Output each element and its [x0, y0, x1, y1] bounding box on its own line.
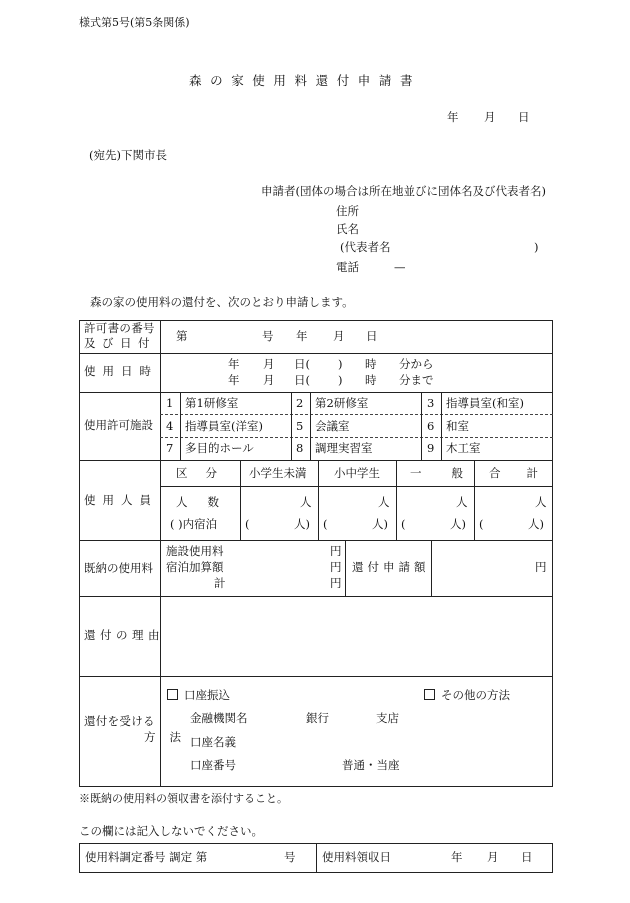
users-stay-label: ( )内宿泊	[170, 517, 218, 531]
permit-month: 月	[333, 329, 345, 343]
refund-label: 還付申請額	[352, 560, 430, 574]
applicant-rep-close: )	[534, 240, 539, 254]
users-unit: 人	[535, 495, 547, 509]
paid-fee-stay: 宿泊加算額	[166, 560, 224, 574]
holder-label: 口座名義	[190, 735, 236, 749]
other-checkbox[interactable]	[424, 689, 435, 700]
applicant-phone-label: 電話	[336, 260, 359, 274]
office-year: 年	[451, 850, 463, 864]
paid-fee-label: 既納の使用料	[84, 561, 153, 575]
page-title: 森の家使用料還付申請書	[189, 73, 422, 88]
users-header-category: 区分	[176, 466, 235, 480]
method-label-line1: 還付を受ける	[84, 714, 155, 728]
refund-yen: 円	[535, 560, 547, 574]
office-caption: この欄には記入しないでください。	[79, 824, 263, 838]
header-date-month: 月	[484, 110, 496, 124]
bank-suffix: 銀行	[306, 711, 329, 725]
option-other[interactable]: その他の方法	[424, 689, 510, 702]
permit-day: 日	[366, 329, 378, 343]
office-day: 日	[521, 850, 533, 864]
method-label-line2-wrap: 方法	[144, 730, 195, 744]
users-count-label: 人数	[176, 495, 239, 509]
users-header-general: 一般	[410, 466, 493, 480]
permit-gou: 号	[262, 329, 274, 343]
applicant-rep-open: (代表者名	[340, 240, 391, 254]
permit-dai: 第	[176, 329, 188, 343]
office-adjust-label: 使用料調定番号 調定 第	[85, 850, 208, 864]
office-adjust-gou: 号	[284, 850, 296, 864]
users-unit: 人	[300, 495, 312, 509]
office-month: 月	[487, 850, 499, 864]
transfer-checkbox[interactable]	[167, 689, 178, 700]
usage-date-label: 使用日時	[84, 364, 158, 378]
office-receipt-label: 使用料領収日	[322, 850, 391, 864]
attachment-note: ※既納の使用料の領収書を添付すること。	[79, 792, 288, 805]
permit-label-line2: 及び日付	[84, 336, 156, 350]
applicant-heading: 申請者(団体の場合は所在地並びに団体名及び代表者名)	[261, 184, 546, 198]
reason-label: 還付の理由	[84, 628, 164, 642]
permit-year: 年	[296, 329, 308, 343]
number-label: 口座番号	[190, 758, 236, 772]
users-unit: 人	[456, 495, 468, 509]
paid-fee-total: 計	[214, 576, 226, 590]
option-transfer[interactable]: 口座振込	[167, 689, 230, 702]
users-unit: 人	[378, 495, 390, 509]
account-type: 普通・当座	[342, 758, 400, 772]
intro-text: 森の家の使用料の還付を、次のとおり申請します。	[90, 295, 354, 309]
bank-label: 金融機関名	[190, 711, 248, 725]
users-header-preschool: 小学生未満	[249, 466, 307, 480]
branch-suffix: 支店	[376, 711, 399, 725]
applicant-name-label: 氏名	[336, 222, 359, 236]
applicant-phone-dash: —	[394, 260, 406, 274]
users-label: 使用人員	[84, 493, 158, 507]
users-header-total: 合計	[489, 466, 564, 480]
form-number: 様式第5号(第5条関係)	[79, 16, 190, 29]
facilities-label: 使用許可施設	[84, 418, 153, 432]
header-date-year: 年	[447, 110, 459, 124]
applicant-address-label: 住所	[336, 204, 359, 218]
paid-fee-facility: 施設使用料	[166, 544, 224, 558]
header-date-day: 日	[518, 110, 530, 124]
permit-label-line1: 許可書の番号	[84, 321, 155, 335]
users-header-student: 小中学生	[334, 466, 380, 480]
addressee: (宛先)下関市長	[89, 148, 167, 162]
